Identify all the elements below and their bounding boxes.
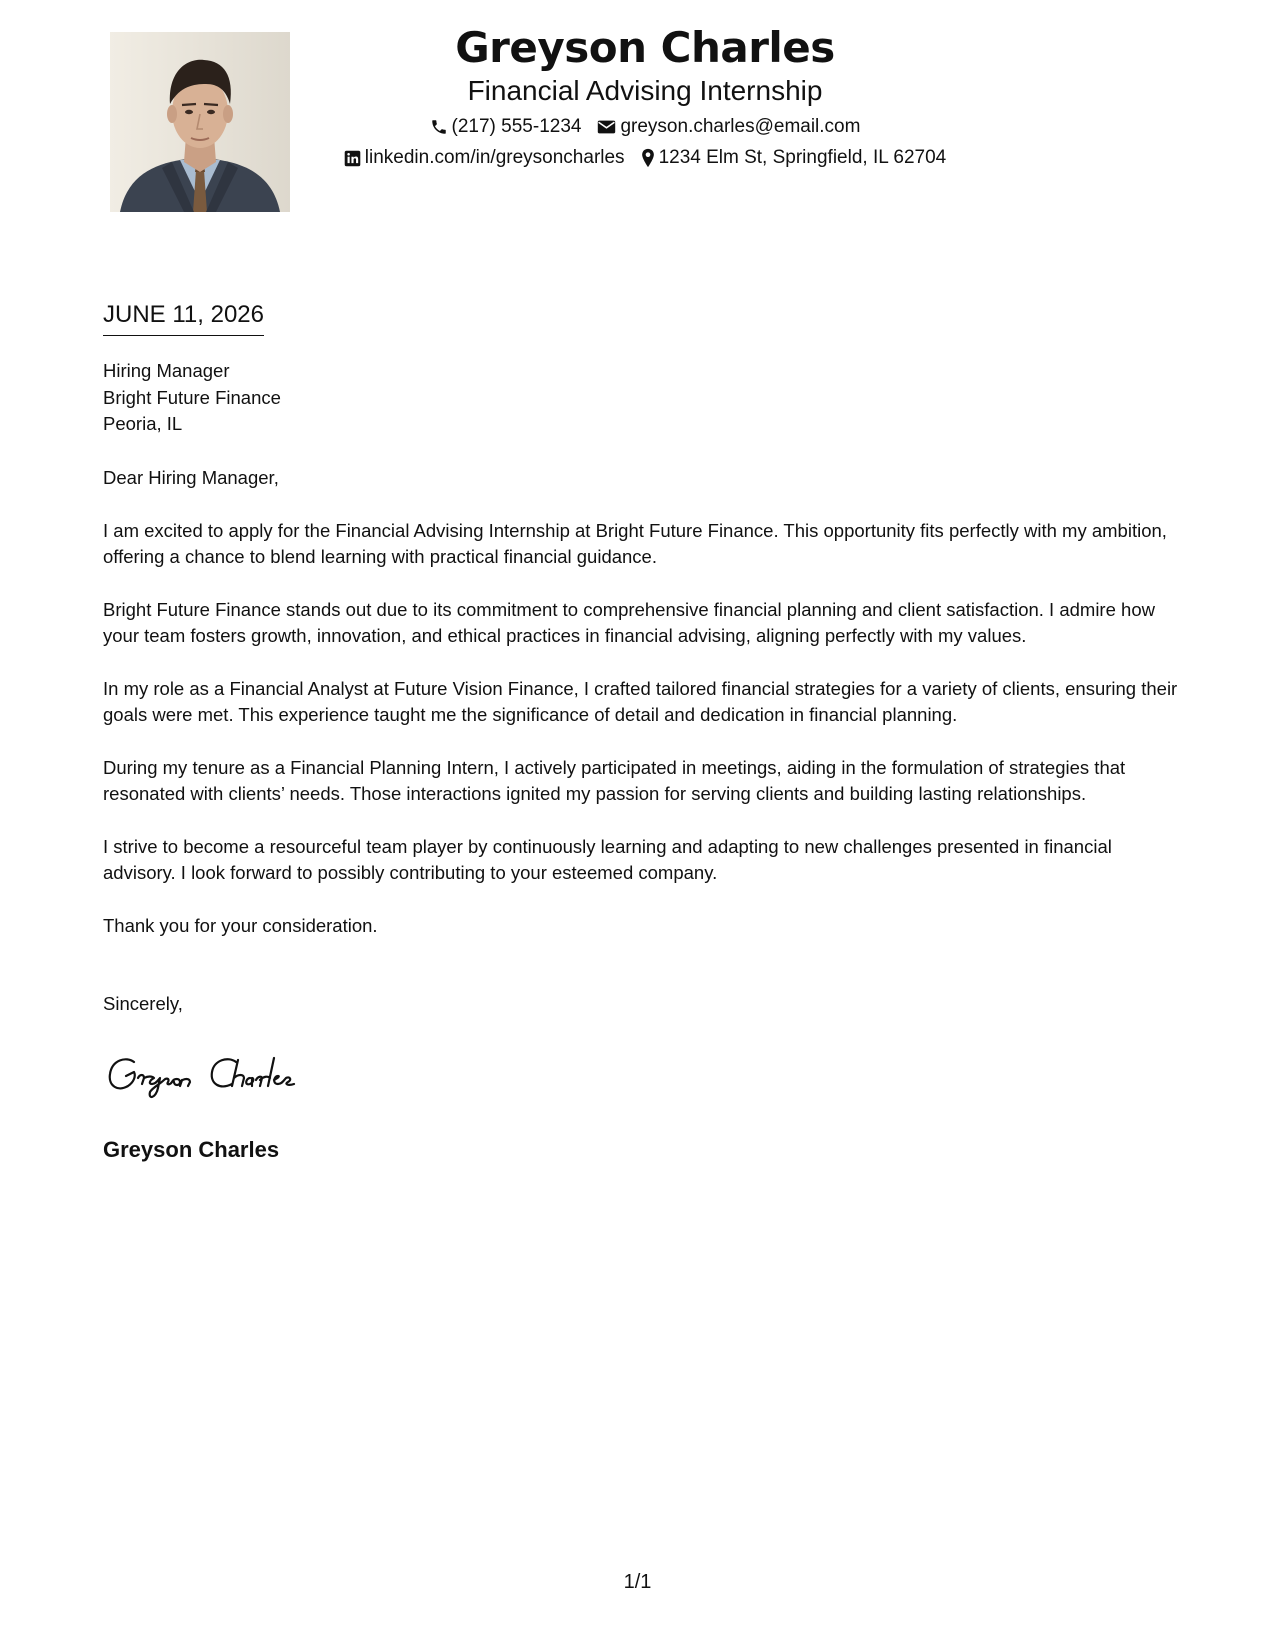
map-pin-icon: [641, 148, 655, 168]
contact-address: [641, 146, 947, 170]
linkedin-icon: [344, 150, 361, 167]
letter-body: [103, 465, 1183, 1018]
thanks-line: Thank you for your consideration.: [103, 914, 378, 936]
body-paragraph: I am excited to apply for the Financial Advising Internship at Bright Future Finance. This opportunity fits perfectly with my ambition, offering a chance to blend learning with practical financial guidance.: [103, 519, 1167, 567]
applicant-name: Greyson Charles: [455, 23, 835, 72]
body-paragraph: I strive to become a resourceful team player by continuously learning and adapting to new challenges presented in financial advisory. I look forward to possibly contributing to your esteemed company.: [103, 835, 1112, 883]
body-paragraph: During my tenure as a Financial Planning Intern, I actively participated in meetings, aiding in the formulation of strategies that resonated with clients’ needs. Those interactions ignited my passion for serving clients and building lasting relationships.: [103, 756, 1126, 804]
recipient-block: [103, 358, 281, 438]
linkedin-text: linkedin.com/in/greysoncharles: [364, 147, 625, 168]
address-text: 1234 Elm St, Springfield, IL 62704: [658, 147, 947, 168]
contact-email: [597, 115, 860, 139]
recipient-line: Bright Future Finance: [103, 386, 281, 408]
position-title: Financial Advising Internship: [467, 75, 823, 106]
closing-line: Sincerely,: [103, 993, 183, 1014]
email-text: greyson.charles@email.com: [620, 116, 861, 137]
contact-row-1: [300, 115, 990, 139]
page-number: 1/1: [623, 1571, 652, 1593]
contact-row-2: [300, 146, 990, 170]
contact-linkedin: [344, 146, 625, 170]
envelope-icon: [597, 119, 616, 135]
recipient-line: Peoria, IL: [103, 413, 183, 434]
phone-icon: [430, 118, 448, 136]
body-paragraph: In my role as a Financial Analyst at Future Vision Finance, I crafted tailored financial strategies for a variety of clients, ensuring their goals were met. This experience taught me the significance of detail and dedication in financial planning.: [103, 677, 1178, 725]
phone-text: (217) 555-1234: [451, 116, 582, 137]
contact-phone: [430, 115, 582, 139]
signed-name: Greyson Charles: [103, 1137, 280, 1162]
signature-image: [104, 1048, 364, 1108]
body-paragraph: Bright Future Finance stands out due to its commitment to comprehensive financial planning and client satisfaction. I admire how your team fosters growth, innovation, and ethical practices in financial advising, aligning perfectly with my values.: [103, 598, 1155, 646]
recipient-line: Hiring Manager: [103, 360, 230, 381]
letter-header: [300, 22, 990, 170]
salutation: Dear Hiring Manager,: [103, 467, 279, 488]
profile-photo: [110, 32, 290, 212]
letter-date: JUNE 11, 2026: [103, 300, 264, 336]
